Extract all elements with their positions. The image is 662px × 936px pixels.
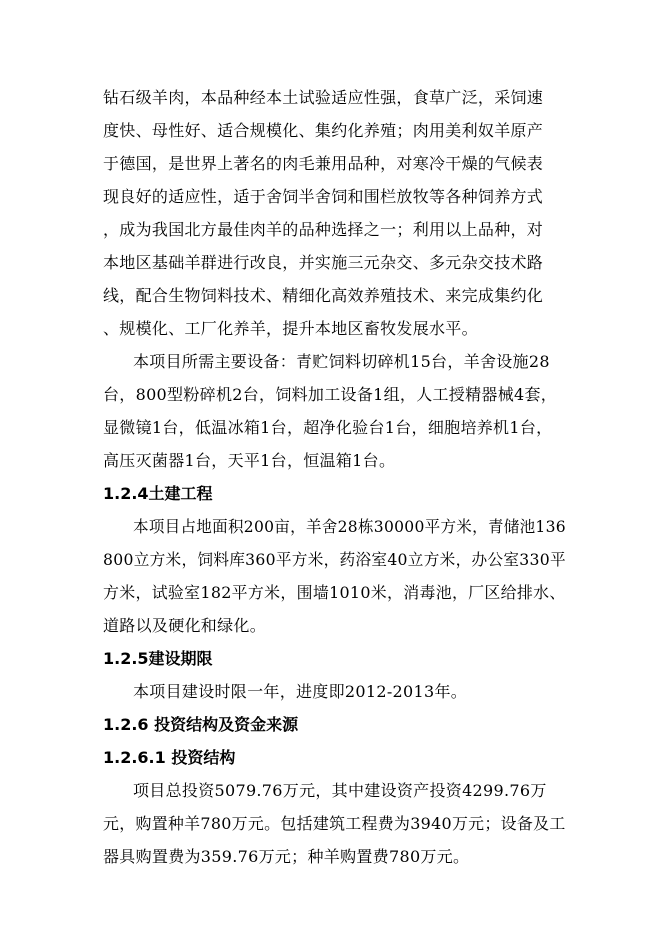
body-line: 台，800型粉碎机2台，饲料加工设备1组，人工授精器械4套， — [103, 385, 558, 404]
body-line: 度快、母性好、适合规模化、集约化养殖；肉用美利奴羊原产 — [103, 121, 544, 140]
section-heading-1-2-6-1: 1.2.6.1 投资结构 — [103, 748, 236, 767]
body-line: 本项目建设时限一年，进度即2012-2013年。 — [133, 682, 468, 701]
section-heading-1-2-5: 1.2.5建设期限 — [103, 649, 213, 668]
body-line: 元，购置种羊780万元。包括建筑工程费为3940万元；设备及工 — [103, 814, 566, 833]
body-line: 本项目占地面积200亩，羊舍28栋30000平方米，青储池136 — [133, 517, 566, 536]
body-line: 器具购置费为359.76万元；种羊购置费780万元。 — [103, 847, 470, 866]
section-heading-1-2-4: 1.2.4土建工程 — [103, 484, 213, 503]
body-line: 钻石级羊肉，本品种经本土试验适应性强，食草广泛，采饲速 — [103, 88, 544, 107]
body-line: 、规模化、工厂化养羊，提升本地区畜牧发展水平。 — [103, 319, 478, 338]
body-line: 本地区基础羊群进行改良，并实施三元杂交、多元杂交技术路 — [103, 253, 544, 272]
body-line: 显微镜1台，低温冰箱1台，超净化验台1台，细胞培养机1台， — [103, 418, 553, 437]
body-line: 方米，试验室182平方米，围墙1010米，消毒池，厂区给排水、 — [103, 583, 566, 602]
body-line: 项目总投资5079.76万元，其中建设资产投资4299.76万 — [133, 781, 547, 800]
body-line: 于德国，是世界上著名的肉毛兼用品种，对寒冷干燥的气候表 — [103, 154, 544, 173]
body-line: ，成为我国北方最佳肉羊的品种选择之一；利用以上品种，对 — [103, 220, 544, 239]
body-line: 高压灭菌器1台，天平1台，恒温箱1台。 — [103, 451, 396, 470]
body-line: 800立方米，饲料库360平方米，药浴室40立方米，办公室330平 — [103, 550, 566, 569]
section-heading-1-2-6: 1.2.6 投资结构及资金来源 — [103, 715, 299, 734]
body-line: 本项目所需主要设备：青贮饲料切碎机15台，羊舍设施28 — [133, 352, 550, 371]
body-line: 现良好的适应性，适于舍饲半舍饲和围栏放牧等各种饲养方式 — [103, 187, 544, 206]
body-line: 线，配合生物饲料技术、精细化高效养殖技术、来完成集约化 — [103, 286, 544, 305]
body-line: 道路以及硬化和绿化。 — [103, 616, 267, 635]
